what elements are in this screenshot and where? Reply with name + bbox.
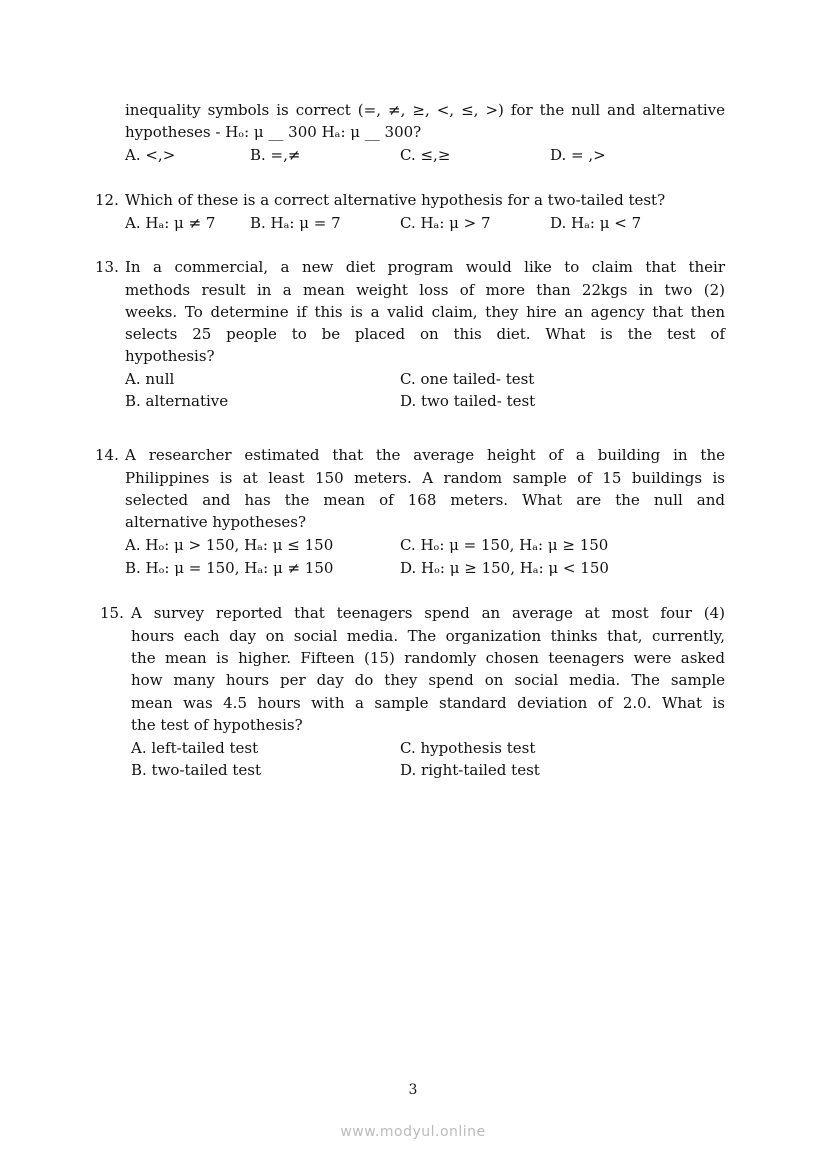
q13-line: selects 25 people to be placed on this diet. What is the test of [125,325,725,343]
q14-line: Philippines is at least 150 meters. A random sample of 15 buildings is [125,469,725,487]
q12-line: Which of these is a correct alternative hypothesis for a two-tailed test? [125,191,666,209]
q13-option-b: B. alternative [125,392,229,410]
q13-line: methods result in a mean weight loss of more than 22kgs in two (2) [125,281,725,299]
q13-option-a: A. null [125,370,175,388]
q11-line: inequality symbols is correct (=, ≠, ≥, <, ≤, >) for the null and alternative [125,101,725,119]
q14-option-c: C. Hₒ: μ = 150, Hₐ: μ ≥ 150 [400,536,609,554]
q12-option-c: C. Hₐ: μ > 7 [400,214,491,232]
q15-number: 15. [100,604,124,622]
q12-option-b: B. Hₐ: μ = 7 [250,214,341,232]
q15-line: A survey reported that teenagers spend an average at most four (4) [131,604,725,622]
q13-option-d: D. two tailed- test [400,392,536,410]
q12-number: 12. [95,191,119,209]
q14-option-a: A. Hₒ: μ > 150, Hₐ: μ ≤ 150 [125,536,334,554]
q13-line: In a commercial, a new diet program would like to claim that their [125,258,725,276]
q15-line: mean was 4.5 hours with a sample standard deviation of 2.0. What is [131,694,725,712]
page-number: 3 [408,1082,418,1098]
q13-line: hypothesis? [125,347,215,365]
q15-line: hours each day on social media. The organization thinks that, currently, [131,627,725,645]
q15-option-a: A. left-tailed test [131,739,259,757]
q15-line: how many hours per day do they spend on social media. The sample [131,671,725,689]
q11-option-c: C. ≤,≥ [400,146,451,164]
q11-option-a: A. <,> [125,146,176,164]
q11-option-d: D. = ,> [550,146,606,164]
q15-option-b: B. two-tailed test [131,761,261,779]
q12-option-d: D. Hₐ: μ < 7 [550,214,642,232]
watermark: www.modyul.online [340,1124,486,1140]
q13-line: weeks. To determine if this is a valid claim, they hire an agency that then [125,303,725,321]
q13-option-c: C. one tailed- test [400,370,535,388]
q15-option-c: C. hypothesis test [400,739,536,757]
q11-line: hypotheses - Hₒ: μ __ 300 Hₐ: μ __ 300? [125,123,422,141]
q14-number: 14. [95,446,119,464]
q15-line: the test of hypothesis? [131,716,303,734]
q14-line: alternative hypotheses? [125,513,307,531]
q14-option-d: D. Hₒ: μ ≥ 150, Hₐ: μ < 150 [400,559,609,577]
q15-option-d: D. right-tailed test [400,761,540,779]
q11-option-b: B. =,≠ [250,146,301,164]
q12-option-a: A. Hₐ: μ ≠ 7 [125,214,216,232]
q15-line: the mean is higher. Fifteen (15) randomly chosen teenagers were asked [131,649,725,667]
q14-option-b: B. Hₒ: μ = 150, Hₐ: μ ≠ 150 [125,559,334,577]
q13-number: 13. [95,258,119,276]
q14-line: A researcher estimated that the average height of a building in the [125,446,725,464]
q14-line: selected and has the mean of 168 meters. What are the null and [125,491,725,509]
